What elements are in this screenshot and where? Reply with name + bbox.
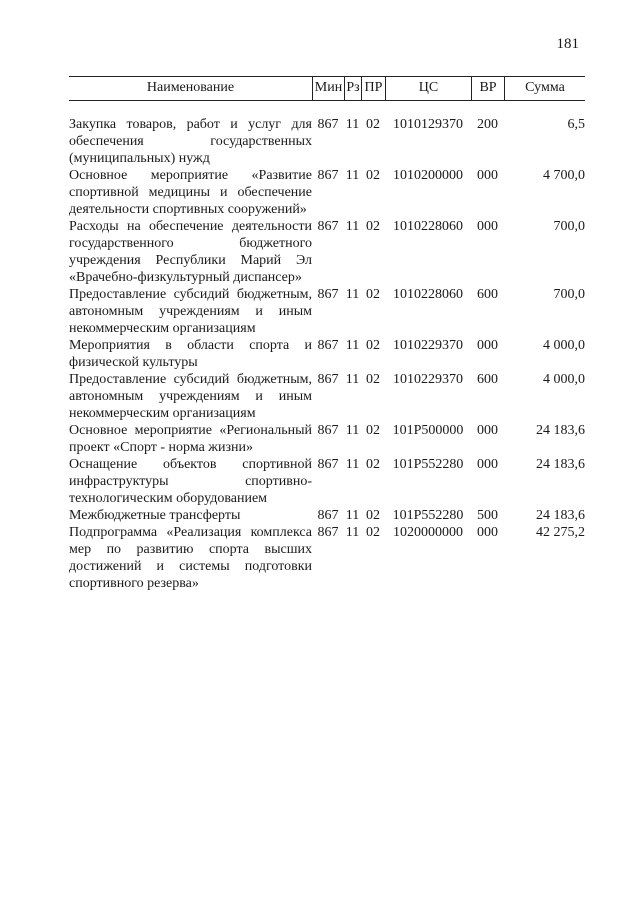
row-sum: 4 000,0	[543, 372, 585, 387]
page-number: 181	[556, 36, 579, 52]
row-name: Мероприятия в области спорта и физической культуры	[69, 338, 312, 370]
header-vr: ВР	[471, 77, 504, 100]
header-min: Мин	[312, 77, 344, 100]
row-pr: 02	[366, 338, 380, 353]
row-sum: 700,0	[553, 287, 585, 302]
row-min: 867	[317, 219, 339, 234]
row-name: Основное мероприятие «Развитие спортивной медицины и обеспечение деятельности спортивных сооружений»	[69, 168, 312, 217]
row-min: 867	[317, 168, 339, 183]
header-cs: ЦС	[385, 77, 471, 100]
row-name: Подпрограмма «Реализация комплекса мер по развитию спорта высших достижений и системы подготовки спортивного резерва»	[69, 525, 312, 591]
row-rz: 11	[345, 287, 360, 302]
row-name: Предоставление субсидий бюджетным, автономным учреждениям и иным некоммерческим организациям	[69, 372, 312, 421]
row-cs: 1010200000	[393, 168, 463, 183]
row-min: 867	[317, 525, 339, 540]
row-vr: 000	[477, 525, 498, 540]
row-min: 867	[317, 338, 339, 353]
row-vr: 000	[477, 457, 498, 472]
row-name: Основное мероприятие «Региональный проект «Спорт - норма жизни»	[69, 423, 312, 455]
row-cs: 1020000000	[393, 525, 463, 540]
table-row	[69, 422, 585, 456]
row-min: 867	[317, 457, 339, 472]
row-cs: 1010229370	[393, 372, 463, 387]
table-row	[69, 371, 585, 422]
row-sum: 24 183,6	[536, 423, 585, 438]
row-pr: 02	[366, 372, 380, 387]
row-rz: 11	[345, 525, 360, 540]
row-vr: 500	[477, 508, 498, 523]
row-sum: 700,0	[553, 219, 585, 234]
row-rz: 11	[345, 423, 360, 438]
table-body	[69, 116, 585, 592]
row-name: Межбюджетные трансферты	[69, 508, 241, 523]
row-min: 867	[317, 372, 339, 387]
row-rz: 11	[345, 508, 360, 523]
row-vr: 600	[477, 372, 498, 387]
row-cs: 101P500000	[392, 423, 464, 438]
table-row	[69, 507, 585, 524]
row-rz: 11	[345, 372, 360, 387]
row-sum: 4 700,0	[543, 168, 585, 183]
row-vr: 000	[477, 423, 498, 438]
row-cs: 1010229370	[393, 338, 463, 353]
row-sum: 4 000,0	[543, 338, 585, 353]
row-cs: 1010228060	[393, 219, 463, 234]
table-row	[69, 116, 585, 167]
row-min: 867	[317, 287, 339, 302]
row-vr: 000	[477, 219, 498, 234]
row-name: Закупка товаров, работ и услуг для обеспечения государственных (муниципальных) нужд	[69, 117, 312, 166]
row-min: 867	[317, 508, 339, 523]
row-pr: 02	[366, 287, 380, 302]
row-pr: 02	[366, 423, 380, 438]
row-vr: 000	[477, 338, 498, 353]
row-vr: 200	[477, 117, 498, 132]
row-pr: 02	[366, 525, 380, 540]
row-cs: 1010228060	[393, 287, 463, 302]
row-cs: 1010129370	[393, 117, 463, 132]
row-vr: 600	[477, 287, 498, 302]
row-pr: 02	[366, 508, 380, 523]
row-pr: 02	[366, 219, 380, 234]
row-name: Оснащение объектов спортивной инфраструктуры спортивно-технологическим оборудованием	[69, 457, 312, 506]
row-cs: 101P552280	[392, 457, 464, 472]
row-pr: 02	[366, 168, 380, 183]
row-vr: 000	[477, 168, 498, 183]
row-min: 867	[317, 423, 339, 438]
row-sum: 24 183,6	[536, 508, 585, 523]
header-name: Наименование	[146, 80, 235, 95]
table-header	[69, 76, 585, 101]
row-pr: 02	[366, 117, 380, 132]
row-rz: 11	[345, 338, 360, 353]
row-sum: 24 183,6	[536, 457, 585, 472]
header-rz: Рз	[344, 77, 361, 100]
row-name: Расходы на обеспечение деятельности государственного бюджетного учреждения Республики Марий Эл «Врачебно-физкультурный диспансер»	[69, 219, 312, 285]
row-cs: 101P552280	[392, 508, 464, 523]
row-name: Предоставление субсидий бюджетным, автономным учреждениям и иным некоммерческим организациям	[69, 287, 312, 336]
row-pr: 02	[366, 457, 380, 472]
table-row	[69, 167, 585, 218]
row-rz: 11	[345, 168, 360, 183]
row-rz: 11	[345, 457, 360, 472]
table-row	[69, 456, 585, 507]
header-pr: ПР	[361, 77, 385, 100]
table-row	[69, 524, 585, 592]
row-rz: 11	[345, 117, 360, 132]
header-sum: Сумма	[504, 77, 585, 100]
row-rz: 11	[345, 219, 360, 234]
table-row	[69, 286, 585, 337]
row-sum: 42 275,2	[536, 525, 585, 540]
budget-table	[69, 76, 585, 592]
table-row	[69, 337, 585, 371]
row-sum: 6,5	[567, 117, 585, 132]
table-row	[69, 218, 585, 286]
row-min: 867	[317, 117, 339, 132]
